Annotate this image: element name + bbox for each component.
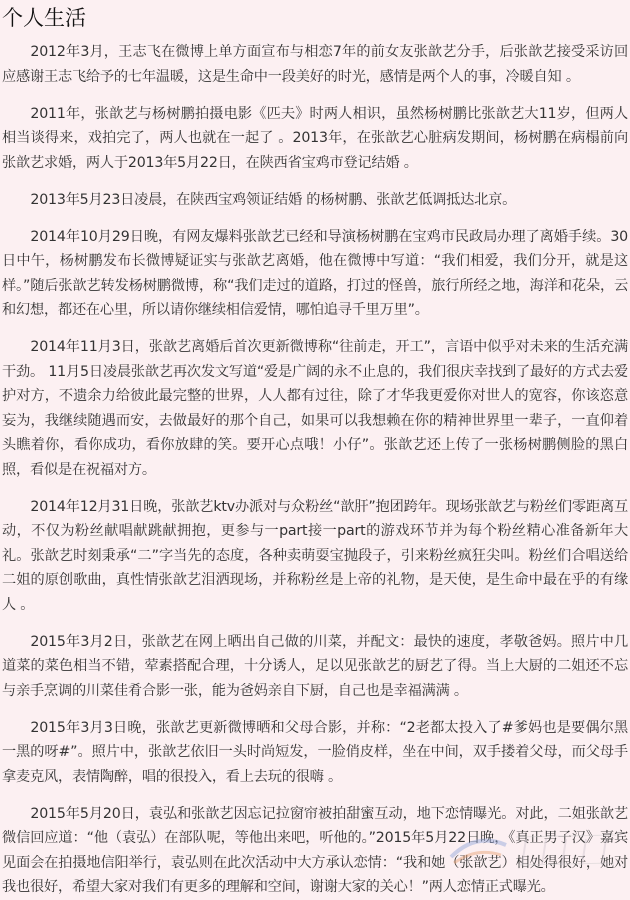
- paragraph: 2011年，张歆艺与杨树鹏拍摄电影《匹夫》时两人相识，虽然杨树鹏比张歆艺大11岁，但两人相当谈得来，戏拍完了，两人也就在一起了 。2013年，在张歆艺心脏病发期间，杨树鹏在病榻前向张歆艺求婚，两人于2013年5月22日，在陕西省宝鸡市登记结婚 。: [2, 105, 628, 171]
- paragraph: 2014年10月29日晚，有网友爆料张歆艺已经和导演杨树鹏在宝鸡市民政局办理了离婚手续。30日中午，杨树鹏发布长微博疑证实与张歆艺离婚，他在微博中写道：“我们相爱，我们分开，就是这样。”随后张歆艺转发杨树鹏微博，称“我们走过的道路，打过的怪兽，旅行所经之地，海洋和花朵，云和幻想，都还在心里，所以请你继续相信爱情，哪怕追寻千里万里”。: [2, 228, 628, 318]
- paragraph: 2014年12月31日晚，张歆艺ktv办派对与众粉丝“歆肝”抱团跨年。现场张歆艺与粉丝们零距离互动，不仅为粉丝献唱献跳献拥抱，更参与一part接一part的游戏环节并为每个粉丝精心准备新年大礼。张歆艺时刻秉承“二”字当先的态度，各种卖萌耍宝抛段子，引来粉丝疯狂尖叫。粉丝们合唱送给二姐的原创歌曲，真性情张歆艺泪洒现场，并称粉丝是上帝的礼物，是天使，是生命中最在乎的有缘人 。: [2, 498, 628, 613]
- paragraph: 2015年5月20日，袁弘和张歆艺因忘记拉窗帘被拍甜蜜互动，地下恋情曝光。对此，二姐张歆艺微信回应道：“他（袁弘）在部队呢，等他出来吧，听他的。”2015年5月22日晚，《真正男子汉》嘉宾见面会在拍摄地信阳举行，袁弘则在此次活动中大方承认恋情：“我和她（张歆艺）相处得很好，她对我也很好，希望大家对我们有更多的理解和空间，谢谢大家的关心！”两人恋情正式曝光。: [2, 805, 628, 895]
- paragraph: 2014年11月3日，张歆艺离婚后首次更新微博称“往前走，开工”，言语中似乎对未来的生活充满干劲。 11月5日凌晨张歆艺再次发文写道“爱是广阔的永不止息的，我们很庆幸找到了最好的方式去爱护对方，不遗余力给彼此最完整的世界，人人都有过往，除了才华我更爱你对世人的宽容，你该恣意妄为，我继续随遇而安，去做最好的那个自己，如果可以我想赖在你的精神世界里一辈子，一直仰着头瞧着你，看你成功，看你放肆的笑。要开心点哦！小仔”。张歆艺还上传了一张杨树鹏侧脸的黑白照，看似是在祝福对方。: [2, 339, 628, 478]
- paragraph: 2013年5月23日凌晨，在陕西宝鸡领证结婚 的杨树鹏、张歆艺低调抵达北京。: [30, 191, 517, 208]
- article-body: [0, 40, 630, 900]
- paragraph: 2012年3月，王志飞在微博上单方面宣布与相恋7年的前女友张歆艺分手，后张歆艺接受采访回应感谢王志飞给予的七年温暖，这是生命中一段美好的时光，感情是两个人的事，冷暖自知 。: [2, 44, 628, 85]
- section-title: 个人生活: [2, 6, 86, 30]
- paragraph: 2015年3月2日，张歆艺在网上晒出自己做的川菜，并配文：最快的速度，孝敬爸妈。照片中几道菜的菜色相当不错，荤素搭配合理，十分诱人，足以见张歆艺的厨艺了得。当上大厨的二姐还不忘与亲手烹调的川菜佳肴合影一张，能为爸妈亲自下厨，自己也是幸福满满 。: [2, 633, 628, 699]
- paragraph: 2015年3月3日晚，张歆艺更新微博晒和父母合影，并称：“2老都太投入了#爹妈也是要偶尔黑一黑的呀#”。照片中，张歆艺依旧一头时尚短发，一脸俏皮样，坐在中间，双手搂着父母，而父母手拿麦克风，表情陶醉，唱的很投入，看上去玩的很嗨 。: [2, 719, 628, 785]
